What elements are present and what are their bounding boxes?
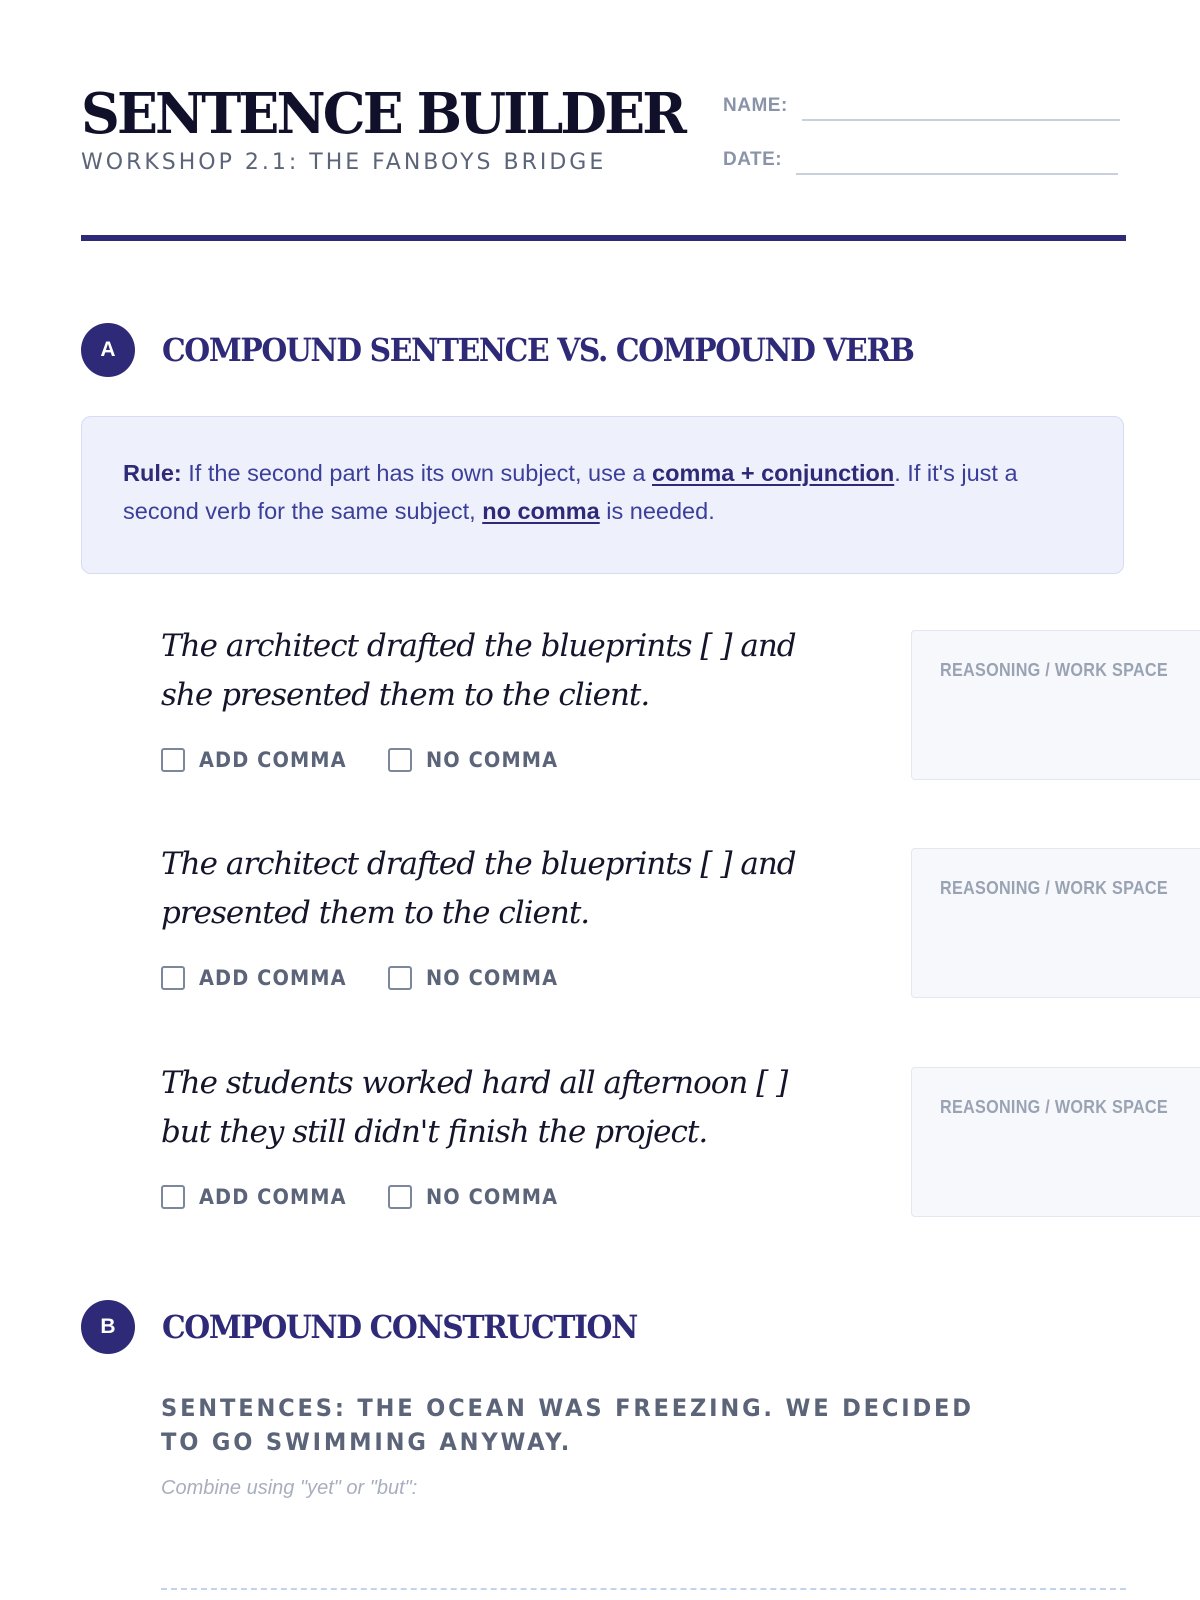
add-comma-label: ADD COMMA <box>199 966 347 990</box>
no-comma-option[interactable] <box>388 1185 570 1209</box>
exercise-options <box>161 966 597 990</box>
rule-box <box>81 416 1124 574</box>
exercise-sentence: The architect drafted the blueprints [ ] and she presented them to the client. <box>161 628 796 713</box>
exercise-options <box>161 748 597 772</box>
rule-emphasis-no-comma: no comma <box>482 498 600 524</box>
add-comma-option[interactable] <box>161 748 360 772</box>
no-comma-checkbox[interactable] <box>388 966 412 990</box>
construction-prompt: SENTENCES: THE OCEAN WAS FREEZING. WE DECIDED TO GO SWIMMING ANYWAY. <box>161 1394 974 1456</box>
exercise-options <box>161 1185 597 1209</box>
construction-hint: Combine using "yet" or "but": <box>161 1477 418 1499</box>
reasoning-work-space[interactable] <box>911 1067 1200 1217</box>
rule-label: Rule: <box>123 460 182 486</box>
section-a-badge: A <box>81 323 135 377</box>
no-comma-checkbox[interactable] <box>388 1185 412 1209</box>
exercise-item <box>161 628 1168 790</box>
name-field <box>723 96 1120 115</box>
page-title: SENTENCE BUILDER <box>81 81 685 147</box>
no-comma-label: NO COMMA <box>425 1185 558 1209</box>
add-comma-checkbox[interactable] <box>161 1185 185 1209</box>
date-label: DATE: <box>723 149 783 170</box>
work-space-label: REASONING / WORK SPACE <box>940 1097 1168 1117</box>
add-comma-checkbox[interactable] <box>161 966 185 990</box>
no-comma-option[interactable] <box>388 966 570 990</box>
work-space-label: REASONING / WORK SPACE <box>940 878 1168 898</box>
rule-text-1: If the second part has its own subject, use a <box>181 460 653 486</box>
name-input-line[interactable] <box>802 118 1120 121</box>
page-subtitle: WORKSHOP 2.1: THE FANBOYS BRIDGE <box>81 150 607 175</box>
no-comma-label: NO COMMA <box>425 966 558 990</box>
no-comma-checkbox[interactable] <box>388 748 412 772</box>
worksheet-header <box>81 80 1126 240</box>
date-input-line[interactable] <box>796 172 1118 175</box>
reasoning-work-space[interactable] <box>911 630 1200 780</box>
header-divider <box>81 235 1126 241</box>
exercise-item <box>161 1065 1168 1227</box>
work-space-label: REASONING / WORK SPACE <box>940 660 1168 680</box>
add-comma-label: ADD COMMA <box>199 1185 347 1209</box>
section-b-header <box>81 1300 673 1354</box>
add-comma-checkbox[interactable] <box>161 748 185 772</box>
exercise-item <box>161 846 1168 1008</box>
section-a-header <box>81 323 970 377</box>
answer-line[interactable] <box>161 1588 1126 1590</box>
rule-text-2: . If it's just a second verb for the same subject, <box>123 460 1018 524</box>
rule-text-3: is needed. <box>599 498 715 524</box>
section-a-title: COMPOUND SENTENCE VS. COMPOUND VERB <box>162 331 914 369</box>
date-field <box>723 150 1118 169</box>
name-label: NAME: <box>723 95 788 116</box>
add-comma-label: ADD COMMA <box>199 748 347 772</box>
section-b-badge: B <box>81 1300 135 1354</box>
exercise-sentence: The architect drafted the blueprints [ ] and presented them to the client. <box>161 846 796 931</box>
add-comma-option[interactable] <box>161 966 360 990</box>
section-b-title: COMPOUND CONSTRUCTION <box>162 1308 637 1346</box>
rule-emphasis-comma-conjunction: comma + conjunction <box>652 460 895 486</box>
no-comma-option[interactable] <box>388 748 570 772</box>
add-comma-option[interactable] <box>161 1185 360 1209</box>
reasoning-work-space[interactable] <box>911 848 1200 998</box>
no-comma-label: NO COMMA <box>425 748 558 772</box>
exercise-sentence: The students worked hard all afternoon [ ] but they still didn't finish the project. <box>161 1065 788 1150</box>
